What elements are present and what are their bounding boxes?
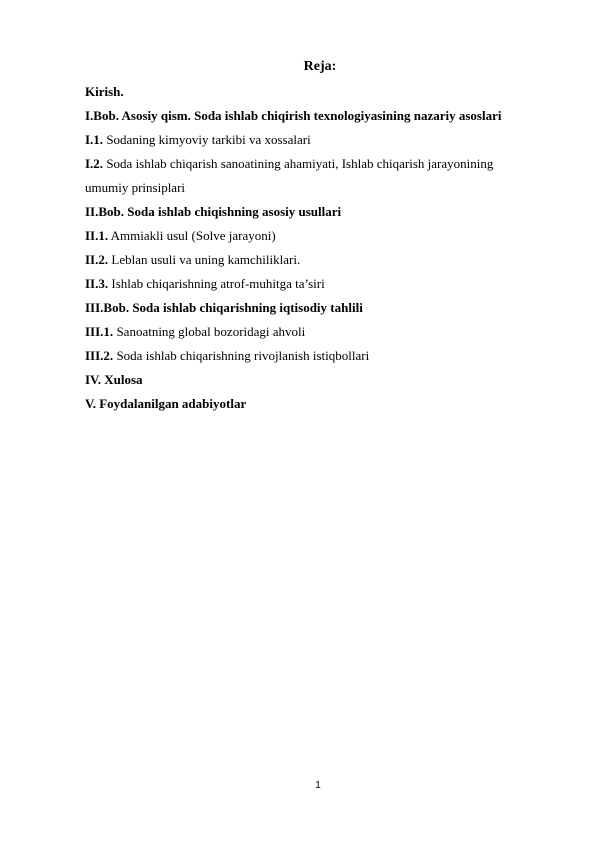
page-title: Reja: <box>303 59 337 74</box>
toc-entry-conclusion <box>85 368 555 392</box>
toc-entry-text: Ammiakli usul (Solve jarayoni) <box>108 228 276 243</box>
toc-entry-2-1 <box>85 224 555 248</box>
toc-entry-chapter-2 <box>85 200 555 224</box>
toc-entry-number: I.2. <box>85 156 104 171</box>
toc-entry-text: umumiy prinsiplari <box>85 180 186 195</box>
toc-entry-3-1 <box>85 320 555 344</box>
toc-entry-text: II.Bob. Soda ishlab chiqishning asosiy usullari <box>85 204 342 219</box>
toc-entry-number: I.1. <box>85 132 104 147</box>
toc-entry-text: I.Bob. Asosiy qism. Soda ishlab chiqirish texnologiyasining nazariy asoslari <box>85 108 502 123</box>
toc-entry-text: Sanoatning global bozoridagi ahvoli <box>113 324 306 339</box>
toc-entry-references <box>85 392 555 416</box>
toc-entry-3-2 <box>85 344 555 368</box>
page-number: 1 <box>315 780 321 791</box>
toc-entry-number: III.1. <box>85 324 114 339</box>
toc-entry-text: Kirish. <box>85 84 124 99</box>
toc-entry-chapter-1 <box>85 104 555 128</box>
toc-entry-2-3 <box>85 272 555 296</box>
toc-entry-text: V. Foydalanilgan adabiyotlar <box>85 396 247 411</box>
toc-entry-kirish <box>85 80 555 104</box>
toc-entry-2-2 <box>85 248 555 272</box>
toc-entry-text: Soda ishlab chiqarish sanoatining ahamiyati, Ishlab chiqarish jarayonining <box>103 156 494 171</box>
toc-entry-text: Soda ishlab chiqarishning rivojlanish istiqbollari <box>113 348 370 363</box>
toc-entry-number: II.2. <box>85 252 109 267</box>
toc-entry-text: Leblan usuli va uning kamchiliklari. <box>108 252 301 267</box>
toc-entry-1-2-continued <box>85 176 555 200</box>
toc-entry-1-1 <box>85 128 555 152</box>
toc-entry-text: Ishlab chiqarishning atrof-muhitga ta’siri <box>108 276 325 291</box>
toc-entry-text: Sodaning kimyoviy tarkibi va xossalari <box>103 132 311 147</box>
table-of-contents <box>85 80 555 416</box>
toc-entry-1-2 <box>85 152 555 176</box>
toc-entry-number: II.1. <box>85 228 109 243</box>
toc-entry-number: III.2. <box>85 348 114 363</box>
toc-entry-text: IV. Xulosa <box>85 372 143 387</box>
toc-entry-number: II.3. <box>85 276 109 291</box>
toc-entry-text: III.Bob. Soda ishlab chiqarishning iqtisodiy tahlili <box>85 300 363 315</box>
toc-entry-chapter-3 <box>85 296 555 320</box>
